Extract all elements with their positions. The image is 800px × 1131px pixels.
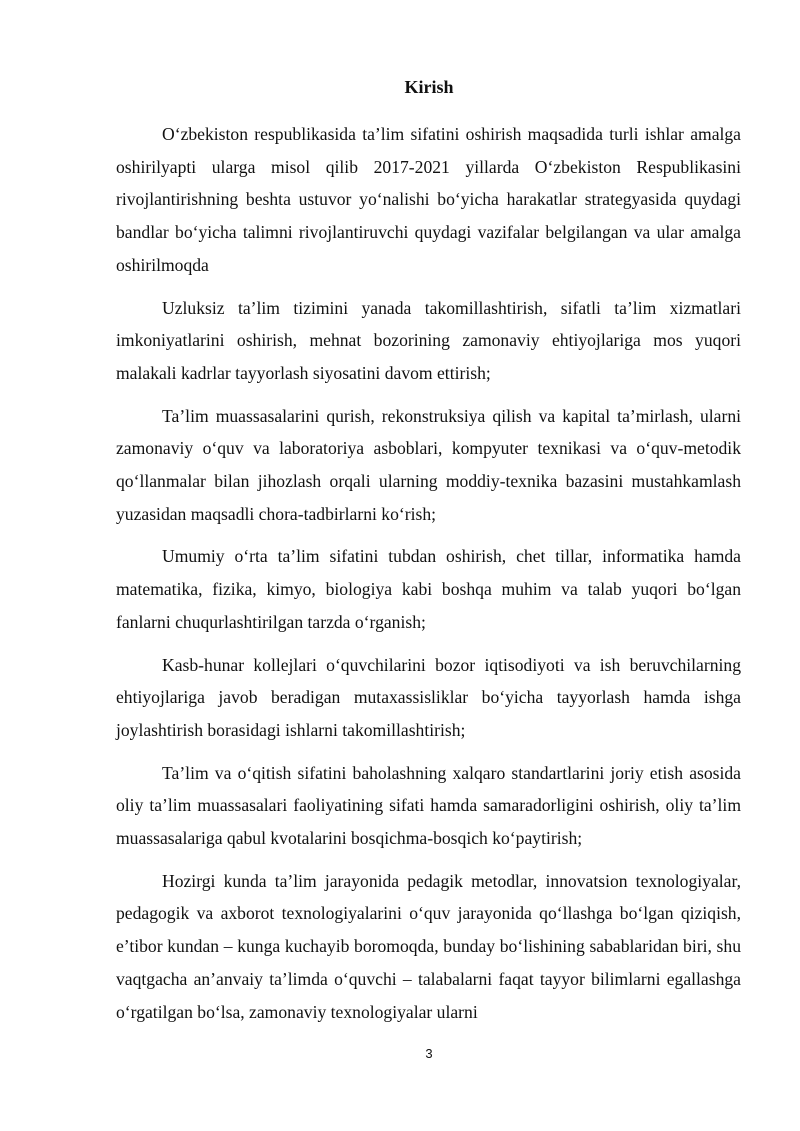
paragraph-3: Ta’lim muassasalarini qurish, rekonstruksiya qilish va kapital ta’mirlash, ularni zamonaviy o‘quv va laboratoriya asboblari, kompyuter texnikasi va o‘quv-metodik qo‘llanmalar bilan jihozlash orqali ularning moddiy-texnika bazasini mustahkamlash yuzasidan maqsadli chora-tadbirlarni ko‘rish; <box>116 405 741 524</box>
page-number: 3 <box>425 1046 433 1061</box>
paragraph-7: Hozirgi kunda ta’lim jarayonida pedagik metodlar, innovatsion texnologiyalar, pedagogik va axborot texnologiyalarini o‘quv jarayonida qo‘llashga bo‘lgan qiziqish, e’tibor kundan – kunga kuchayib boromoqda, bunday bo‘lishining sabablaridan biri, shu vaqtgacha an’anvaiy ta’limda o‘quvchi – talabalarni faqat tayyor bilimlarni egallashga o‘rgatilgan bo‘lsa, zamonaviy texnologiyalar ularni <box>116 870 741 1022</box>
paragraph-1: O‘zbekiston respublikasida ta’lim sifatini oshirish maqsadida turli ishlar amalga oshirilyapti ularga misol qilib 2017-2021 yillarda O‘zbekiston Respublikasini rivojlantirishning beshta ustuvor yo‘nalishi bo‘yicha harakatlar strategyasida quydagi bandlar bo‘yicha talimni rivojlantiruvchi quydagi vazifalar belgilangan va ular amalga oshirilmoqda <box>116 124 741 275</box>
paragraph-4: Umumiy o‘rta ta’lim sifatini tubdan oshirish, chet tillar, informatika hamda matematika, fizika, kimyo, biologiya kabi boshqa muhim va talab yuqori bo‘lgan fanlarni chuqurlashtirilgan tarzda o‘rganish; <box>116 546 741 632</box>
paragraph-5: Kasb-hunar kollejlari o‘quvchilarini bozor iqtisodiyoti va ish beruvchilarning ehtiyojlariga javob beradigan mutaxassisliklar bo‘yicha tayyorlash hamda ishga joylashtirish borasidagi ishlarni takomillashtirish; <box>116 654 741 740</box>
paragraph-6: Ta’lim va o‘qitish sifatini baholashning xalqaro standartlarini joriy etish asosida oliy ta’lim muassasalari faoliyatining sifati hamda samaradorligini oshirish, oliy ta’lim muassasalariga qabul kvotalarini bosqichma-bosqich ko‘paytirish; <box>116 762 741 849</box>
section-title: Kirish <box>404 77 454 97</box>
paragraph-2: Uzluksiz ta’lim tizimini yanada takomillashtirish, sifatli ta’lim xizmatlari imkoniyatlarini oshirish, mehnat bozorining zamonaviy ehtiyojlariga mos yuqori malakali kadrlar tayyorlash siyosatini davom ettirish; <box>116 297 741 383</box>
body-text <box>116 118 741 1038</box>
